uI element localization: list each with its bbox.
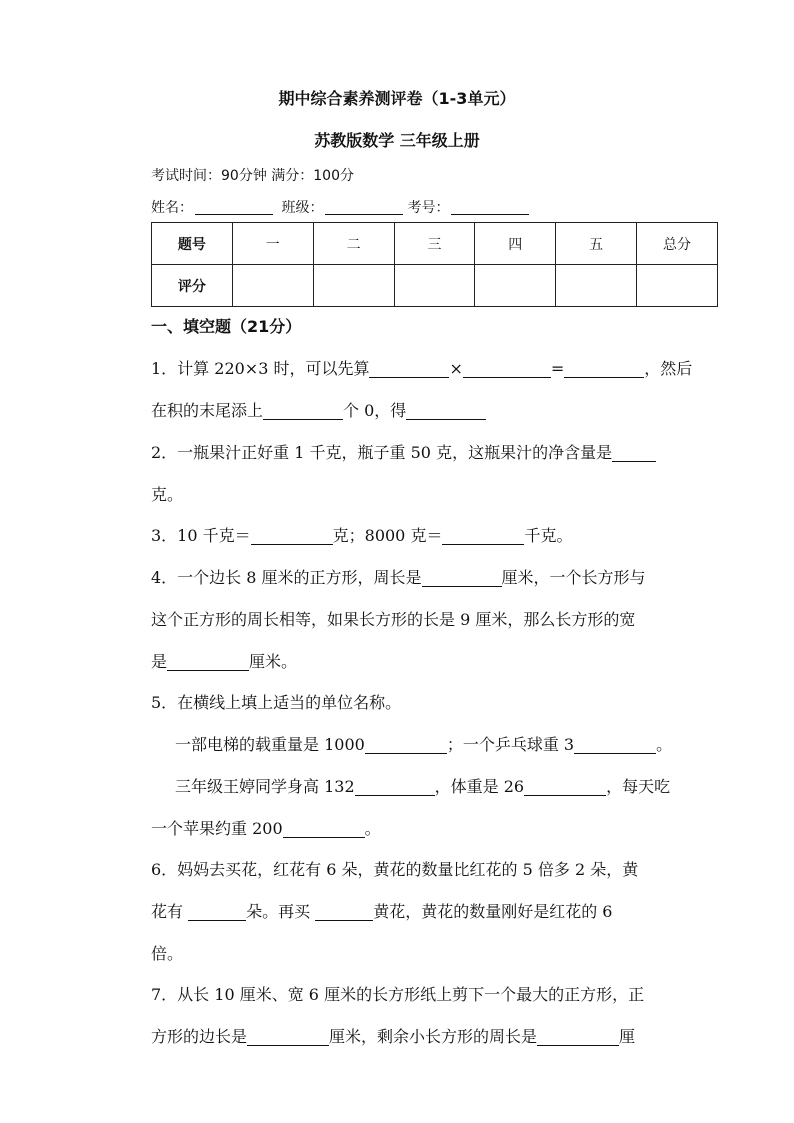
exam-time-info: 考试时间：90分钟 满分：100分 — [151, 168, 354, 184]
question-text: 千克。 — [524, 526, 573, 545]
question-5-line-3 — [175, 774, 745, 797]
score-table-header-row — [152, 223, 718, 265]
score-row-label: 评分 — [152, 265, 233, 307]
question-text: 在积的末尾添上 — [151, 401, 264, 420]
name-label: 姓名： — [151, 200, 193, 216]
question-text: 一部电梯的载重量是 1000 — [175, 735, 365, 754]
question-text: 朵。再买 — [246, 902, 316, 921]
score-table — [151, 222, 718, 307]
question-text: 5．在横线上填上适当的单位名称。 — [151, 693, 402, 712]
answer-blank[interactable] — [283, 821, 365, 838]
name-blank[interactable] — [195, 200, 273, 215]
question-text: 是 — [151, 652, 168, 671]
answer-blank[interactable] — [524, 779, 606, 796]
class-label: 班级： — [281, 200, 324, 216]
question-text: 厘米，一个长方形与 — [501, 568, 646, 587]
score-cell[interactable] — [232, 265, 313, 307]
answer-blank[interactable] — [537, 1029, 619, 1046]
question-text: 1．计算 220×3 时，可以先算 — [151, 359, 370, 378]
question-6-line-3 — [151, 941, 721, 964]
answer-blank[interactable] — [463, 361, 551, 378]
question-text: 。 — [364, 819, 381, 838]
answer-blank[interactable] — [574, 737, 656, 754]
question-1-line-1 — [151, 356, 721, 379]
question-5-line-2 — [175, 732, 745, 755]
answer-blank[interactable] — [247, 1029, 329, 1046]
answer-blank[interactable] — [422, 570, 502, 587]
question-text: 这个正方形的周长相等，如果长方形的长是 9 厘米，那么长方形的宽 — [151, 610, 636, 629]
question-text: ，体重是 26 — [434, 777, 525, 796]
question-4-line-2 — [151, 607, 721, 630]
question-text: 厘米，剩余小长方形的周长是 — [329, 1027, 538, 1046]
question-text: 7．从长 10 厘米、宽 6 厘米的长方形纸上剪下一个最大的正方形，正 — [151, 985, 645, 1004]
score-table-score-row — [152, 265, 718, 307]
score-header-cell: 一 — [232, 223, 313, 265]
question-text: = — [550, 359, 565, 378]
question-3 — [151, 523, 721, 546]
question-6-line-2 — [151, 899, 721, 922]
question-5-line-4 — [151, 816, 721, 839]
answer-blank[interactable] — [251, 528, 333, 545]
score-header-cell: 题号 — [152, 223, 233, 265]
question-2-line-2 — [151, 482, 721, 505]
answer-blank[interactable] — [188, 904, 246, 921]
question-text: 黄花，黄花的数量刚好是红花的 6 — [373, 902, 613, 921]
question-text: ，然后 — [644, 359, 693, 378]
exam-title: 期中综合素养测评卷（1-3单元） — [278, 89, 516, 108]
answer-blank[interactable] — [355, 779, 435, 796]
question-text: 克。 — [151, 485, 184, 504]
question-4-line-3 — [151, 649, 721, 672]
question-text: 倍。 — [151, 944, 184, 963]
score-header-cell: 四 — [475, 223, 556, 265]
question-text: 个 0，得 — [343, 401, 407, 420]
question-text: × — [449, 359, 463, 378]
question-text: ，每天吃 — [606, 777, 671, 796]
exam-number-blank[interactable] — [451, 200, 529, 215]
question-text: 厘 — [619, 1027, 636, 1046]
question-7-line-1 — [151, 982, 721, 1005]
score-cell[interactable] — [637, 265, 718, 307]
answer-blank[interactable] — [365, 737, 447, 754]
question-text: 。 — [656, 735, 673, 754]
question-1-line-2 — [151, 398, 721, 421]
section-heading-fill-in: 一、填空题（21分） — [151, 317, 302, 336]
exam-number-label: 考号： — [407, 200, 450, 216]
question-text: 克；8000 克＝ — [332, 526, 443, 545]
score-cell[interactable] — [394, 265, 475, 307]
question-text: 4．一个边长 8 厘米的正方形，周长是 — [151, 568, 422, 587]
answer-blank[interactable] — [167, 654, 249, 671]
student-info-line — [151, 197, 533, 217]
question-text: 厘米。 — [249, 652, 298, 671]
answer-blank[interactable] — [315, 904, 373, 921]
question-2-line-1 — [151, 440, 721, 463]
class-blank[interactable] — [325, 200, 403, 215]
question-text: 3．10 千克＝ — [151, 526, 251, 545]
answer-blank[interactable] — [612, 445, 656, 462]
question-text: ；一个乒乓球重 3 — [446, 735, 575, 754]
answer-blank[interactable] — [406, 403, 486, 420]
score-cell[interactable] — [475, 265, 556, 307]
score-header-cell: 五 — [556, 223, 637, 265]
exam-subtitle: 苏教版数学 三年级上册 — [314, 131, 480, 150]
question-text: 6．妈妈去买花，红花有 6 朵，黄花的数量比红花的 5 倍多 2 朵，黄 — [151, 860, 639, 879]
question-4-line-1 — [151, 565, 721, 588]
answer-blank[interactable] — [442, 528, 524, 545]
question-text: 三年级王婷同学身高 132 — [175, 777, 355, 796]
score-header-cell: 三 — [394, 223, 475, 265]
score-header-cell: 二 — [313, 223, 394, 265]
score-header-cell: 总分 — [637, 223, 718, 265]
score-cell[interactable] — [556, 265, 637, 307]
question-text: 2．一瓶果汁正好重 1 千克，瓶子重 50 克，这瓶果汁的净含量是 — [151, 443, 613, 462]
answer-blank[interactable] — [369, 361, 449, 378]
score-cell[interactable] — [313, 265, 394, 307]
question-5-line-1 — [151, 690, 721, 713]
answer-blank[interactable] — [564, 361, 644, 378]
answer-blank[interactable] — [263, 403, 343, 420]
question-6-line-1 — [151, 857, 721, 880]
question-text: 花有 — [151, 902, 189, 921]
question-text: 一个苹果约重 200 — [151, 819, 283, 838]
question-7-line-2 — [151, 1024, 721, 1047]
question-text: 方形的边长是 — [151, 1027, 248, 1046]
